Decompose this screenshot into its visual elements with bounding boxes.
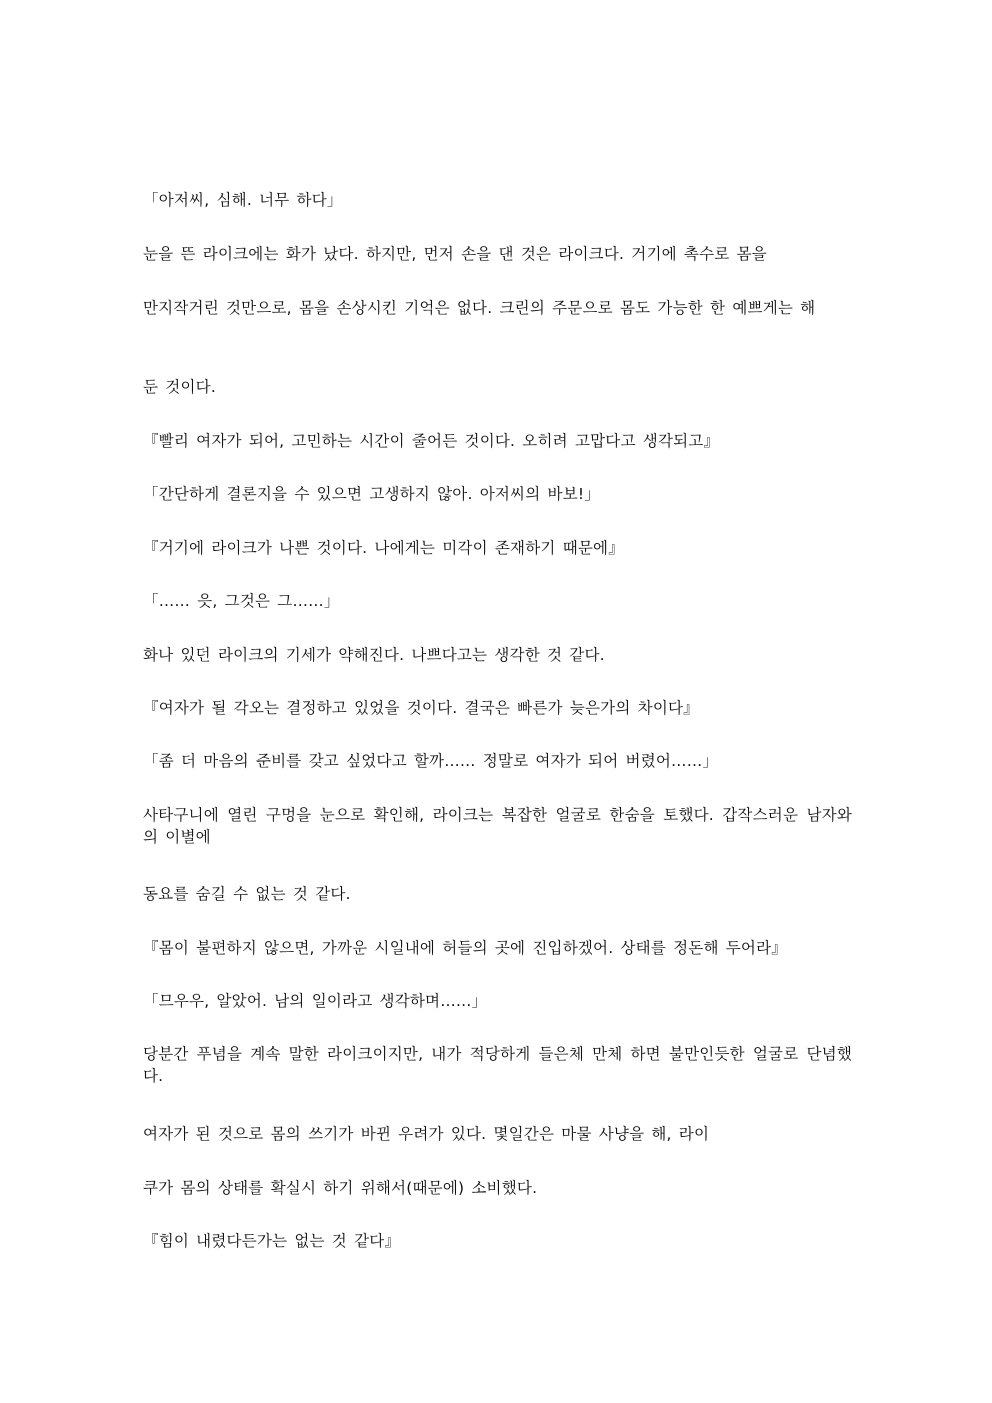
paragraph: 『거기에 라이크가 나쁜 것이다. 나에게는 미각이 존재하기 때문에』 xyxy=(143,539,624,557)
paragraph: 사타구니에 열린 구멍을 눈으로 확인해, 라이크는 복잡한 얼굴로 한숨을 토했다. 갑작스러운 남자와의 이별에 xyxy=(143,806,852,846)
paragraph: 『힘이 내렸다든가는 없는 것 같다』 xyxy=(143,1232,401,1250)
paragraph: 동요를 숨길 수 없는 것 같다. xyxy=(143,885,351,903)
paragraph: 「…… 읏, 그것은 그……」 xyxy=(143,592,340,610)
paragraph: 「므우우, 알았어. 남의 일이라고 생각하며……」 xyxy=(143,992,488,1010)
paragraph: 눈을 뜬 라이크에는 화가 났다. 하지만, 먼저 손을 댄 것은 라이크다. 거기에 촉수로 몸을 xyxy=(143,245,767,263)
paragraph: 「좀 더 마음의 준비를 갖고 싶었다고 할까…… 정말로 여자가 되어 버렸어……」 xyxy=(143,752,719,770)
paragraph: 『빨리 여자가 되어, 고민하는 시간이 줄어든 것이다. 오히려 고맙다고 생각되고』 xyxy=(143,432,720,450)
paragraph: 당분간 푸념을 계속 말한 라이크이지만, 내가 적당하게 들은체 만체 하면 불만인듯한 얼굴로 단념했다. xyxy=(143,1045,852,1085)
paragraph: 「간단하게 결론지을 수 있으면 고생하지 않아. 아저씨의 바보!」 xyxy=(143,485,600,503)
paragraph: 여자가 된 것으로 몸의 쓰기가 바뀐 우려가 있다. 몇일간은 마물 사냥을 해, 라이 xyxy=(143,1125,710,1143)
paragraph: 만지작거린 것만으로, 몸을 손상시킨 기억은 없다. 크린의 주문으로 몸도 가능한 한 예쁘게는 해 xyxy=(143,299,816,317)
paragraph: 『몸이 불편하지 않으면, 가까운 시일내에 허들의 곳에 진입하겠어. 상태를 정돈해 두어라』 xyxy=(143,939,787,957)
paragraph: 쿠가 몸의 상태를 확실시 하기 위해서(때문에) 소비했다. xyxy=(143,1179,538,1197)
paragraph: 『여자가 될 각오는 결정하고 있었을 것이다. 결국은 빠른가 늦은가의 차이다』 xyxy=(143,699,699,717)
paragraph: 둔 것이다. xyxy=(143,378,216,396)
paragraph: 화나 있던 라이크의 기세가 약해진다. 나쁘다고는 생각한 것 같다. xyxy=(143,646,605,664)
paragraph: 「아저씨, 심해. 너무 하다」 xyxy=(143,191,343,209)
